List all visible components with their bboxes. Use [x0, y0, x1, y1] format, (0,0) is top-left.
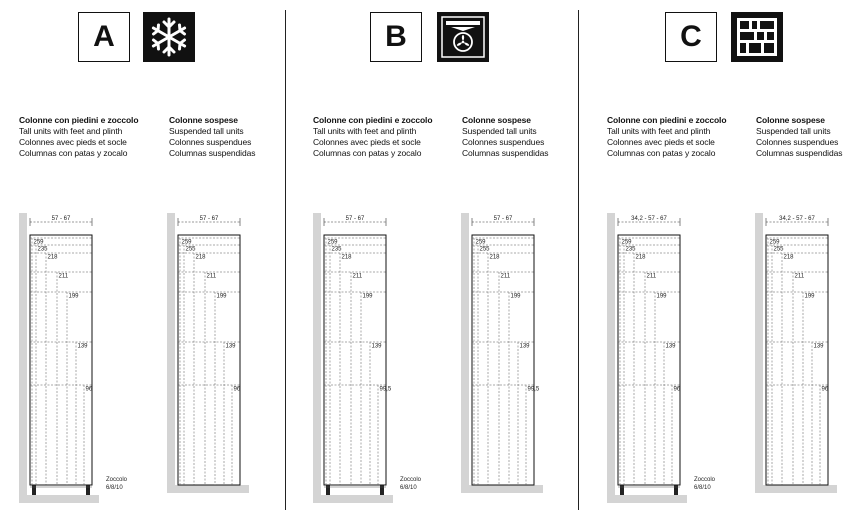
- caption-line: Tall units with feet and plinth: [19, 126, 123, 136]
- height-label: 199: [362, 293, 373, 300]
- caption-title: Colonne sospese: [169, 115, 238, 125]
- tall-unit-outline: [178, 235, 240, 485]
- panel-divider: [285, 10, 286, 510]
- panel-letter: B: [370, 12, 422, 62]
- height-label: 218: [195, 254, 206, 261]
- plinth-values: 6/8/10: [106, 485, 123, 491]
- height-label: 255: [479, 246, 490, 253]
- tall-unit-outline: [30, 235, 92, 485]
- height-label: 218: [489, 254, 500, 261]
- floor: [607, 495, 687, 503]
- wall: [755, 213, 763, 485]
- height-label: 139: [371, 343, 382, 350]
- wall: [461, 213, 469, 485]
- caption-line: Columnas suspendidas: [756, 148, 843, 158]
- depth-label: 57 - 67: [51, 216, 71, 222]
- height-label: 255: [185, 246, 196, 253]
- height-label: 259: [33, 239, 44, 246]
- caption-title: Colonne con piedini e zoccolo: [313, 115, 433, 125]
- height-label: 139: [225, 343, 236, 350]
- wall: [607, 213, 615, 497]
- plinth-label: Zoccolo: [106, 477, 128, 483]
- height-label: 96: [821, 386, 829, 393]
- caption-line: Columnas suspendidas: [169, 148, 256, 158]
- depth-label: 57 - 67: [199, 216, 219, 222]
- floor: [313, 495, 393, 503]
- height-label: 139: [665, 343, 676, 350]
- height-label: 211: [646, 273, 657, 280]
- snowflake-icon: [143, 12, 195, 62]
- caption-line: Colonnes suspendues: [756, 137, 839, 147]
- height-label: 199: [68, 293, 79, 300]
- shelves-icon: [731, 12, 783, 62]
- height-label: 96: [673, 386, 681, 393]
- caption-line: Suspended tall units: [462, 126, 537, 136]
- panel-c: [588, 0, 858, 521]
- caption-line: Columnas con patas y zocalo: [313, 148, 422, 158]
- caption-title: Colonne con piedini e zoccolo: [607, 115, 727, 125]
- floor: [19, 495, 99, 503]
- height-label: 235: [37, 246, 48, 253]
- height-label: 211: [206, 273, 217, 280]
- panel-a: [0, 0, 286, 521]
- left-caption: [313, 115, 432, 159]
- plinth-label: Zoccolo: [400, 477, 422, 483]
- wall: [19, 213, 27, 497]
- plinth-values: 6/8/10: [694, 485, 711, 491]
- floor: [167, 485, 249, 493]
- height-label: 99,5: [379, 386, 392, 393]
- elevation-drawing-svg: [588, 205, 858, 515]
- caption-line: Colonnes avec pieds et socle: [607, 137, 715, 147]
- oven-icon: [437, 12, 489, 62]
- foot: [380, 485, 384, 495]
- height-label: 211: [500, 273, 511, 280]
- height-label: 211: [58, 273, 69, 280]
- caption-title: Colonne sospese: [462, 115, 531, 125]
- height-label: 218: [341, 254, 352, 261]
- height-label: 218: [47, 254, 58, 261]
- foot: [620, 485, 624, 495]
- elevation-drawings: [0, 205, 286, 515]
- height-label: 199: [510, 293, 521, 300]
- wall: [313, 213, 321, 497]
- caption-line: Tall units with feet and plinth: [313, 126, 417, 136]
- height-label: 199: [216, 293, 227, 300]
- tall-unit-outline: [766, 235, 828, 485]
- height-label: 99,5: [527, 386, 540, 393]
- tall-unit-outline: [324, 235, 386, 485]
- floor: [755, 485, 837, 493]
- plinth-values: 6/8/10: [400, 485, 417, 491]
- elevation-drawing-svg: [0, 205, 286, 515]
- tall-unit-outline: [618, 235, 680, 485]
- caption-line: Colonnes avec pieds et socle: [313, 137, 421, 147]
- caption-line: Colonnes suspendues: [462, 137, 545, 147]
- wall: [167, 213, 175, 485]
- height-label: 218: [635, 254, 646, 261]
- height-label: 259: [621, 239, 632, 246]
- caption-title: Colonne con piedini e zoccolo: [19, 115, 139, 125]
- height-label: 259: [769, 239, 780, 246]
- height-label: 199: [804, 293, 815, 300]
- height-label: 259: [181, 239, 192, 246]
- tall-unit-outline: [472, 235, 534, 485]
- left-caption: [607, 115, 726, 159]
- elevation-drawing-svg: [294, 205, 580, 515]
- height-label: 259: [475, 239, 486, 246]
- right-caption: [756, 115, 842, 159]
- caption-line: Columnas con patas y zocalo: [607, 148, 716, 158]
- caption-line: Columnas suspendidas: [462, 148, 549, 158]
- foot: [86, 485, 90, 495]
- right-caption: [169, 115, 255, 159]
- height-label: 235: [331, 246, 342, 253]
- height-label: 96: [233, 386, 241, 393]
- caption-title: Colonne sospese: [756, 115, 825, 125]
- foot: [326, 485, 330, 495]
- elevation-drawings: [588, 205, 858, 515]
- caption-line: Tall units with feet and plinth: [607, 126, 711, 136]
- height-label: 259: [327, 239, 338, 246]
- caption-line: Suspended tall units: [169, 126, 244, 136]
- depth-label: 57 - 67: [345, 216, 365, 222]
- caption-line: Colonnes suspendues: [169, 137, 252, 147]
- elevation-drawings: [294, 205, 580, 515]
- panel-divider: [578, 10, 579, 510]
- left-caption: [19, 115, 138, 159]
- depth-label: 34,2 - 57 - 67: [779, 216, 815, 222]
- height-label: 199: [656, 293, 667, 300]
- height-label: 211: [352, 273, 363, 280]
- panel-letter: C: [665, 12, 717, 62]
- height-label: 211: [794, 273, 805, 280]
- height-label: 218: [783, 254, 794, 261]
- foot: [674, 485, 678, 495]
- caption-line: Suspended tall units: [756, 126, 831, 136]
- height-label: 139: [519, 343, 530, 350]
- plinth-label: Zoccolo: [694, 477, 716, 483]
- caption-line: Colonnes avec pieds et socle: [19, 137, 127, 147]
- panel-b: [294, 0, 580, 521]
- panel-letter: A: [78, 12, 130, 62]
- height-label: 255: [773, 246, 784, 253]
- depth-label: 34,2 - 57 - 67: [631, 216, 667, 222]
- height-label: 96: [85, 386, 93, 393]
- height-label: 139: [77, 343, 88, 350]
- floor: [461, 485, 543, 493]
- height-label: 235: [625, 246, 636, 253]
- depth-label: 57 - 67: [493, 216, 513, 222]
- caption-line: Columnas con patas y zocalo: [19, 148, 128, 158]
- foot: [32, 485, 36, 495]
- right-caption: [462, 115, 548, 159]
- height-label: 139: [813, 343, 824, 350]
